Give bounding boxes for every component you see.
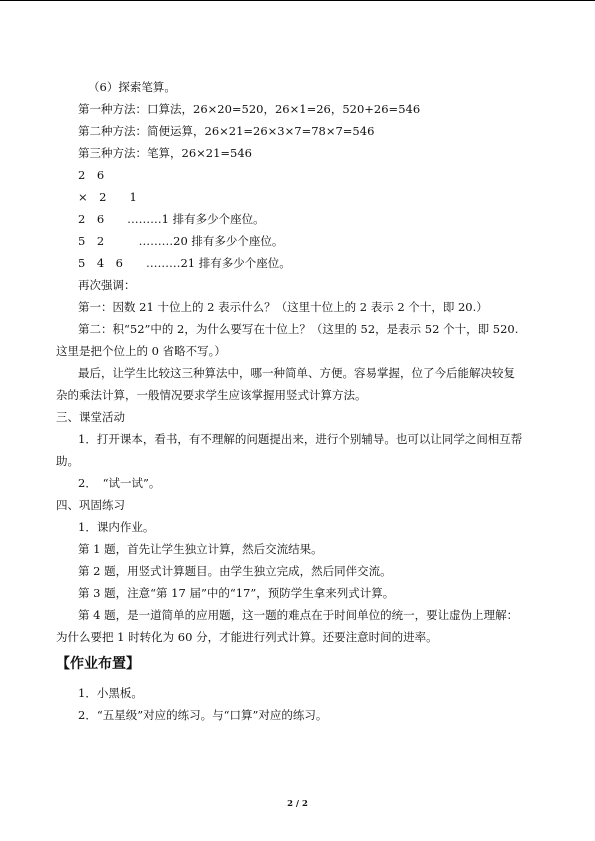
text-line-4: 第三种方法：笔算，26×21=546: [78, 146, 252, 160]
text-line-24: 第 3 题，注意“第 17 届”中的“17”，预防学生拿来列式计算。: [78, 586, 395, 600]
text-line-22: 第 1 题，首先让学生独立计算，然后交流结果。: [78, 542, 323, 556]
page-number: 2 / 2: [287, 799, 308, 809]
text-line-28: 2．“五星级”对应的练习。与“口算”对应的练习。: [78, 708, 328, 722]
text-line-18: 助。: [56, 454, 79, 468]
text-line-13: 这里是把个位上的 0 省略不写。）: [56, 344, 226, 358]
section-heading: 【作业布置】: [56, 656, 140, 672]
text-line-6: × 2 1: [78, 190, 137, 204]
text-line-5: 2 6: [78, 168, 105, 182]
text-line-2: 第一种方法：口算法，26×20=520，26×1=26，520+26=546: [78, 102, 421, 116]
text-line-11: 第一：因数 21 十位上的 2 表示什么？（这里十位上的 2 表示 2 个十，即 20.）: [78, 300, 488, 314]
text-line-16: 三、课堂活动: [56, 410, 125, 424]
text-line-19: 2． “试一试”。: [78, 476, 161, 490]
text-line-26: 为什么要把 1 时转化为 60 分，才能进行列式计算。还要注意时间的进率。: [56, 630, 438, 644]
text-line-23: 第 2 题，用竖式计算题目。由学生独立完成，然后同伴交流。: [78, 564, 392, 578]
text-line-7: 2 6 ………1 排有多少个座位。: [78, 212, 265, 226]
text-line-8: 5 2 ………20 排有多少个座位。: [78, 234, 284, 248]
text-line-27: 1．小黑板。: [78, 686, 143, 700]
text-line-12: 第二：积“52”中的 2，为什么要写在十位上？（这里的 52，是表示 52 个十，即 520.: [78, 322, 519, 336]
text-line-17: 1．打开课本，看书，有不理解的问题提出来，进行个别辅导。也可以让同学之间相互帮: [78, 432, 523, 446]
text-line-15: 杂的乘法计算，一般情况要求学生应该掌握用竖式计算方法。: [56, 388, 367, 402]
text-line-9: 5 4 6 ………21 排有多少个座位。: [78, 256, 291, 270]
text-line-21: 1．课内作业。: [78, 520, 155, 534]
text-line-3: 第二种方法：简便运算，26×21=26×3×7=78×7=546: [78, 124, 375, 138]
text-line-1: （6）探索笔算。: [88, 80, 176, 94]
text-line-25: 第 4 题，是一道简单的应用题，这一题的难点在于时间单位的统一，要让虚伪上理解：: [78, 608, 519, 622]
text-line-20: 四、巩固练习: [56, 498, 125, 512]
text-line-10: 再次强调：: [78, 278, 136, 292]
text-line-14: 最后，让学生比较这三种算法中，哪一种简单、方便。容易掌握，位了今后能解决较复: [78, 366, 515, 380]
